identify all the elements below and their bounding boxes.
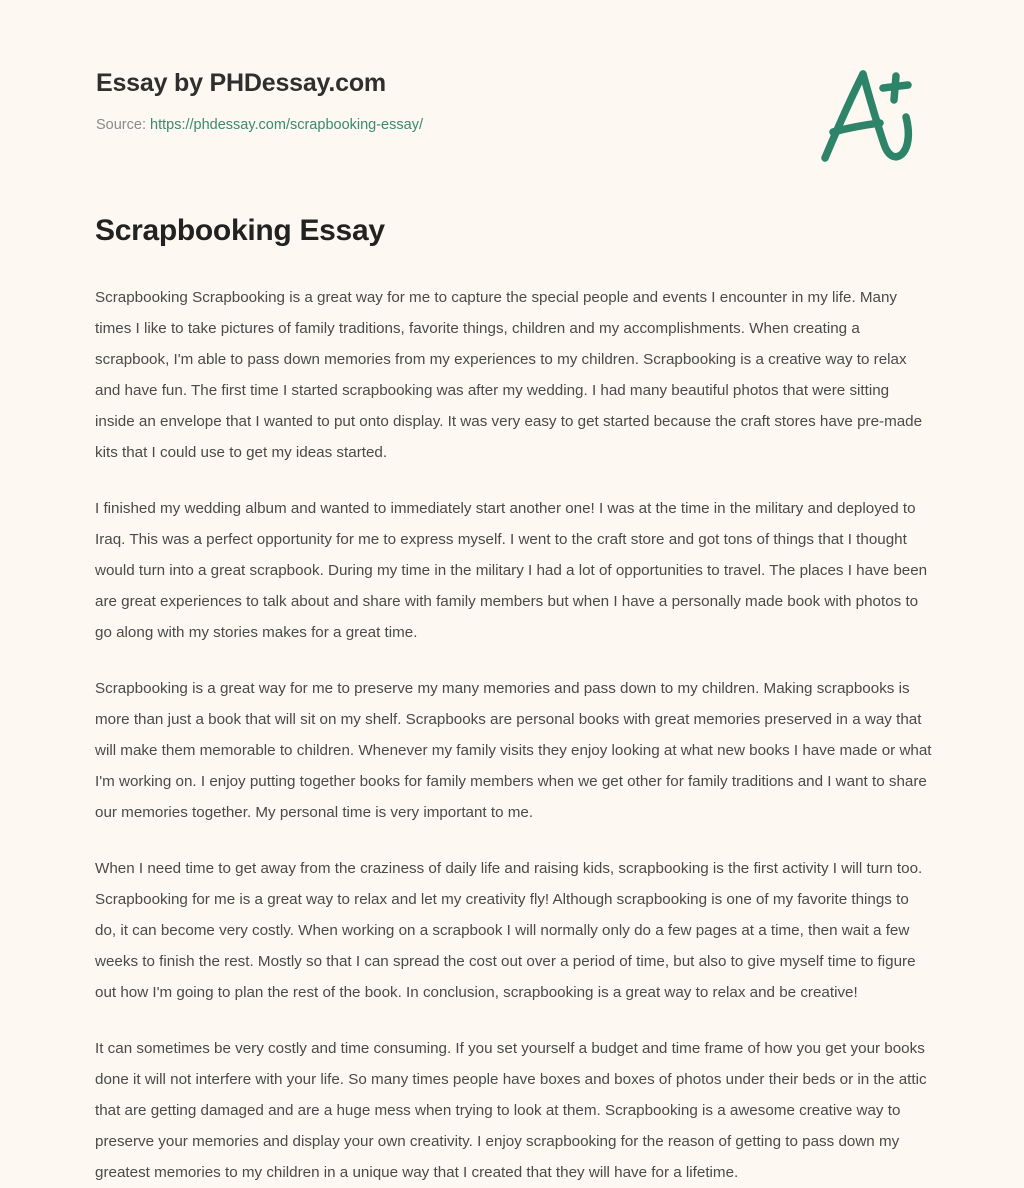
article — [95, 212, 933, 1188]
brand-title: Essay by PHDessay.com — [96, 69, 386, 97]
paragraph: Scrapbooking is a great way for me to preserve my many memories and pass down to my children. Making scrapbooks is more than just a book that will sit on my shelf. Scrapbooks are personal books with great memories preserved in a way that will make them memorable to children. Whenever my family visits they enjoy looking at what new books I have made or what I'm working on. I enjoy putting together books for family members when we get other for family traditions and I want to share our memories together. My personal time is very important to me. — [95, 679, 932, 821]
page-header — [0, 0, 1024, 200]
page-title: Scrapbooking Essay — [95, 214, 385, 247]
paragraph: It can sometimes be very costly and time consuming. If you set yourself a budget and time frame of how you get your books done it will not interfere with your life. So many times people have boxes and boxes of photos under their beds or in the attic that are getting damaged and are a huge mess when trying to look at them. Scrapbooking is a awesome creative way to preserve your memories and display your own creativity. I enjoy scrapbooking for the reason of getting to pass down my greatest memories to my children in a unique way that I created that they will have for a lifetime. — [95, 1039, 927, 1181]
source-line — [96, 117, 423, 134]
brand-block — [96, 68, 423, 134]
paragraph: When I need time to get away from the craziness of daily life and raising kids, scrapbooking is the first activity I will turn too. Scrapbooking for me is a great way to relax and let my creativity fly! Although scrapbooking is one of my favorite things to do, it can become very costly. When working on a scrapbook I will normally only do a few pages at a time, then wait a few weeks to finish the rest. Mostly so that I can spread the cost out over a period of time, but also to give myself time to figure out how I'm going to plan the rest of the book. In conclusion, scrapbooking is a great way to relax and be creative! — [95, 859, 923, 1001]
paragraph: Scrapbooking Scrapbooking is a great way for me to capture the special people and events I encounter in my life. Many times I like to take pictures of family traditions, favorite things, children and my accomplishments. When creating a scrapbook, I'm able to pass down memories from my experiences to my children. Scrapbooking is a creative way to relax and have fun. The first time I started scrapbooking was after my wedding. I had many beautiful photos that were sitting inside an envelope that I wanted to put onto display. It was very easy to get started because the craft stores have pre-made kits that I could use to get my ideas started. — [95, 288, 923, 461]
source-url-link[interactable]: https://phdessay.com/scrapbooking-essay/ — [150, 117, 423, 133]
essay-body — [95, 282, 933, 1188]
paragraph: I finished my wedding album and wanted to immediately start another one! I was at the time in the military and deployed to Iraq. This was a perfect opportunity for me to express myself. I went to the craft store and got tons of things that I thought would turn into a great scrapbook. During my time in the military I had a lot of opportunities to travel. The places I have been are great experiences to talk about and share with family members but when I have a personally made book with photos to go along with my stories makes for a great time. — [95, 499, 928, 641]
source-label: Source: — [96, 117, 146, 133]
a-plus-logo — [812, 62, 922, 166]
